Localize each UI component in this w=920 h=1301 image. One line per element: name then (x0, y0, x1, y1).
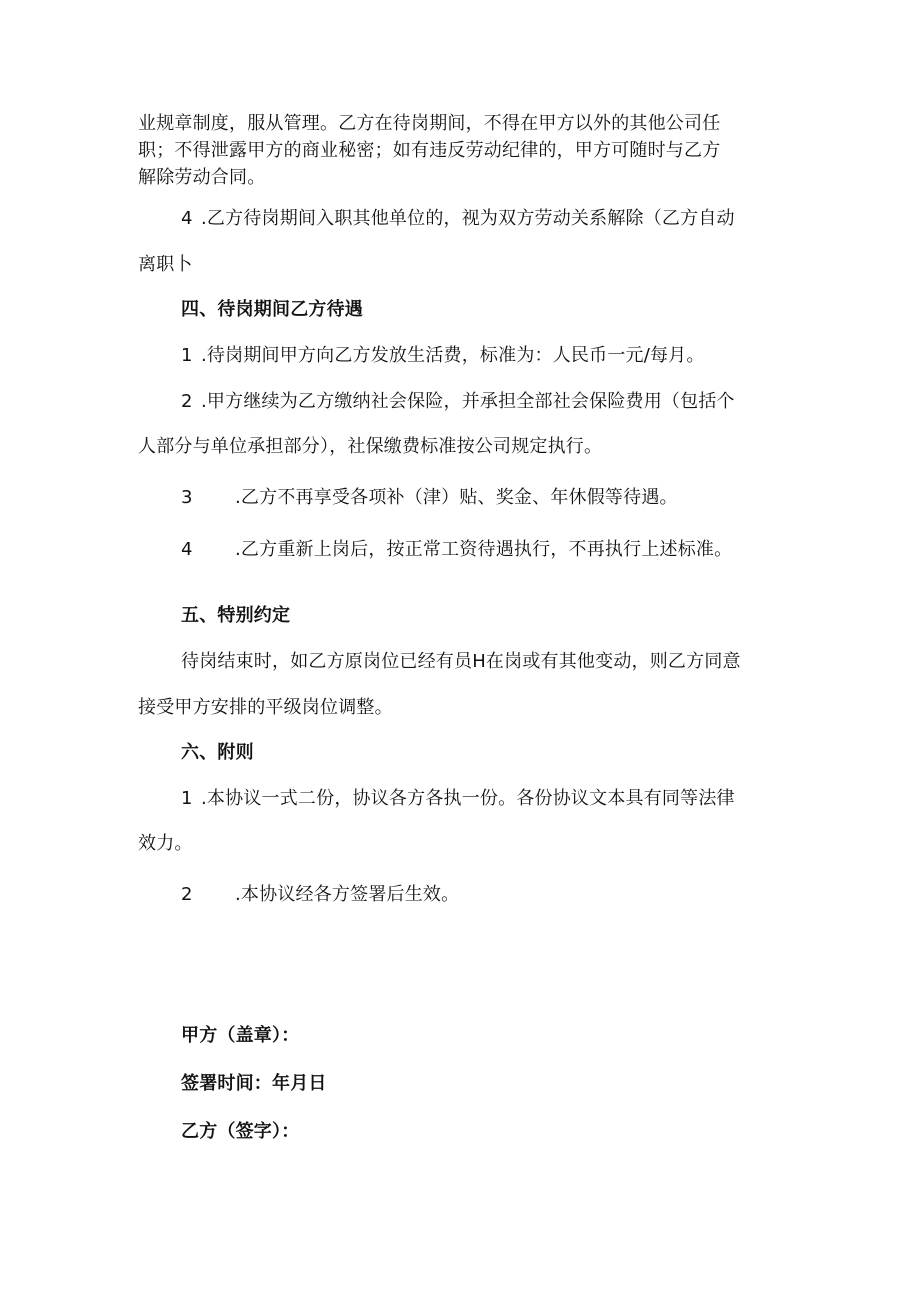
paragraph-line: 职；不得泄露甲方的商业秘密；如有违反劳动纪律的，甲方可随时与乙方 (138, 140, 721, 161)
clause-number: 1 (181, 788, 193, 809)
paragraph-line: 待岗结束时，如乙方原岗位已经有员H在岗或有其他变动，则乙方同意 (181, 651, 741, 672)
party-b-signature: 乙方（签字）： (181, 1121, 300, 1142)
clause-number: 4 (181, 539, 193, 560)
section-heading: 四、待岗期间乙方待遇 (181, 299, 363, 320)
party-a-seal: 甲方（盖章）： (181, 1025, 300, 1046)
clause-item (181, 390, 735, 414)
clause-continuation: 人部分与单位承担部分），社保缴费标准按公司规定执行。 (138, 436, 603, 457)
clause-number: 3 (181, 487, 193, 508)
clause-text: .乙方待岗期间入职其他单位的，视为双方劳动关系解除（乙方自动 (201, 208, 735, 229)
clause-item-4 (181, 207, 735, 231)
clause-text: .本协议经各方签署后生效。 (235, 884, 460, 905)
clause-text: .乙方不再享受各项补（津）贴、奖金、年休假等待遇。 (235, 487, 678, 508)
clause-item (181, 883, 459, 907)
clause-continuation: 效力。 (138, 833, 193, 854)
clause-text: .乙方重新上岗后，按正常工资待遇执行，不再执行上述标准。 (235, 539, 733, 560)
clause-item (181, 344, 705, 368)
clause-text: .待岗期间甲方向乙方发放生活费，标准为：人民币一元/每月。 (201, 345, 705, 366)
clause-item (181, 787, 735, 811)
paragraph-line: 解除劳动合同。 (138, 167, 266, 188)
clause-text: .本协议一式二份，协议各方各执一份。各份协议文本具有同等法律 (201, 788, 735, 809)
clause-item (181, 486, 678, 510)
paragraph-line: 接受甲方安排的平级岗位调整。 (138, 697, 393, 718)
clause-text: .甲方继续为乙方缴纳社会保险，并承担全部社会保险费用（包括个 (201, 391, 735, 412)
clause-continuation: 离职卜 (138, 254, 193, 275)
clause-number: 4 (181, 208, 193, 229)
clause-number: 1 (181, 345, 193, 366)
clause-number: 2 (181, 391, 193, 412)
section-heading: 六、附则 (181, 742, 254, 763)
clause-number: 2 (181, 884, 193, 905)
sign-time: 签署时间：年月日 (181, 1073, 327, 1094)
section-heading: 五、特别约定 (181, 605, 291, 626)
clause-item (181, 538, 732, 562)
paragraph-line: 业规章制度，服从管理。乙方在待岗期间，不得在甲方以外的其他公司任 (138, 113, 721, 134)
